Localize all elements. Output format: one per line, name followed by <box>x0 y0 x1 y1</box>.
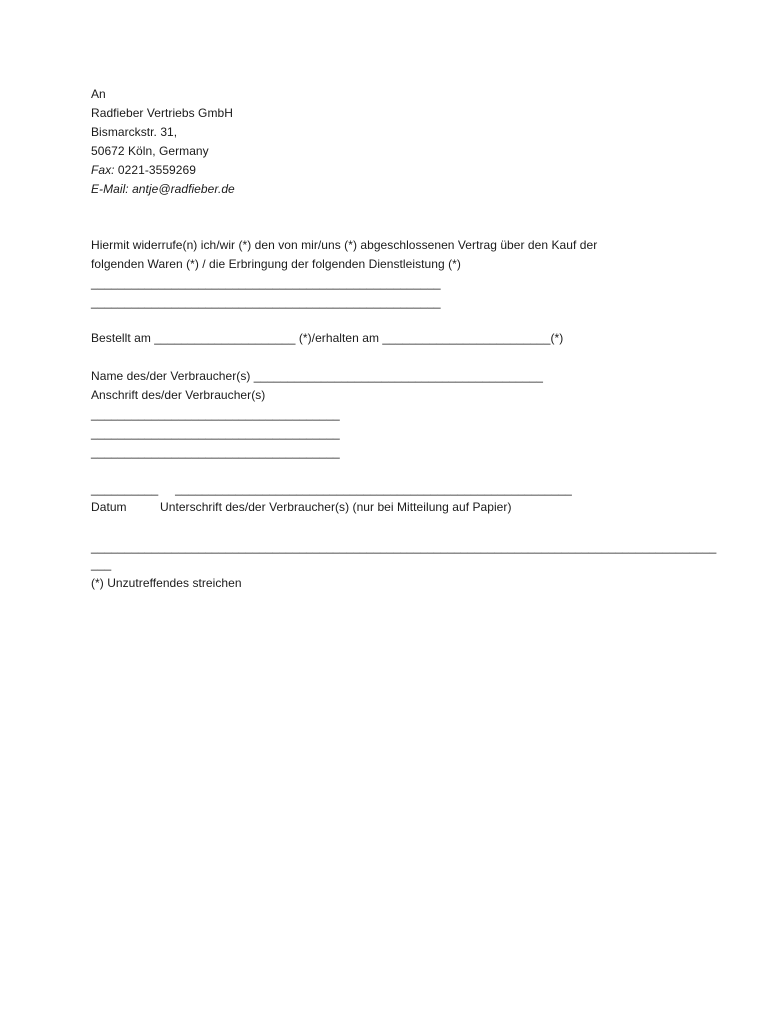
address-blank-line-2: _____________________________________ <box>91 426 340 440</box>
fax-number: 0221-3559269 <box>114 163 196 177</box>
withdrawal-statement-line-1: Hiermit widerrufe(n) ich/wir (*) den von mir/uns (*) abgeschlossenen Vertrag über den Kauf der <box>91 238 598 252</box>
footer-rule-tail: ___ <box>91 557 112 571</box>
street-address: Bismarckstr. 31, <box>91 125 178 139</box>
city-country: 50672 Köln, Germany <box>91 144 209 158</box>
goods-blank-line-1: ____________________________________________________ <box>91 276 441 290</box>
footer-rule: _____________________________________________________________________________________________ <box>91 540 717 554</box>
address-blank-line-1: _____________________________________ <box>91 407 340 421</box>
email-line: E-Mail: antje@radfieber.de <box>91 182 235 196</box>
date-label: Datum <box>91 500 127 514</box>
withdrawal-statement-line-2: folgenden Waren (*) / die Erbringung der folgenden Dienstleistung (*) <box>91 257 461 271</box>
fax-label: Fax: <box>91 163 115 177</box>
signature-label: Unterschrift des/der Verbraucher(s) (nur bei Mitteilung auf Papier) <box>160 500 512 514</box>
address-blank-line-3: _____________________________________ <box>91 445 340 459</box>
consumer-name-line: Name des/der Verbraucher(s) ___________________________________________ <box>91 369 543 383</box>
footnote: (*) Unzutreffendes streichen <box>91 576 242 590</box>
goods-blank-line-2: ____________________________________________________ <box>91 295 441 309</box>
consumer-address-label: Anschrift des/der Verbraucher(s) <box>91 388 266 402</box>
fax-line <box>91 162 196 178</box>
company-name: Radfieber Vertriebs GmbH <box>91 106 233 120</box>
order-dates-line: Bestellt am _____________________ (*)/erhalten am _________________________(*) <box>91 331 564 345</box>
signature-blank-line: __________ ___________________________________________________________ <box>91 482 572 496</box>
salutation: An <box>91 87 106 101</box>
